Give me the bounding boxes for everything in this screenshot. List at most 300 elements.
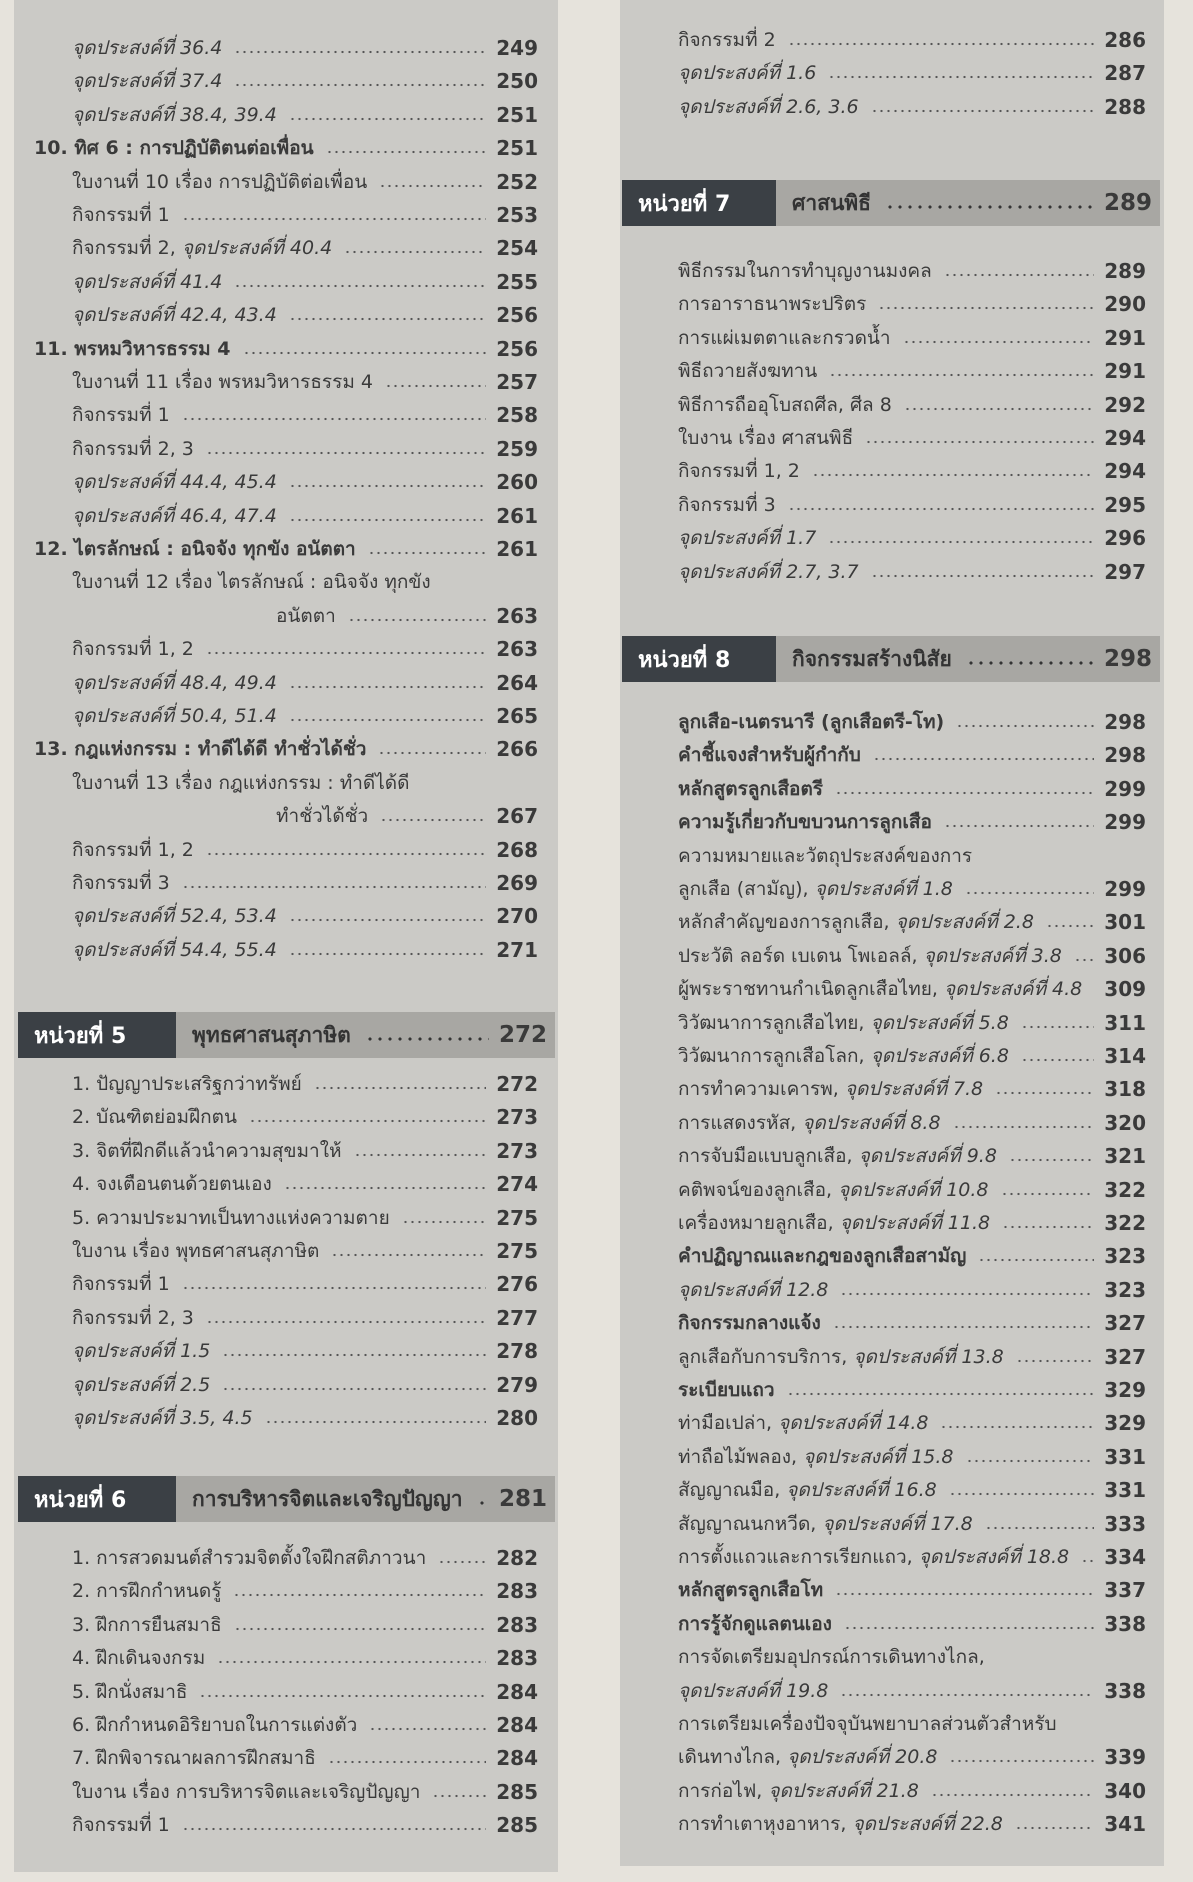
page-number: 327 (1104, 1344, 1146, 1369)
unit-header-unit7[interactable] (622, 180, 1160, 226)
page-number: 257 (496, 370, 538, 394)
toc-entry[interactable] (72, 1403, 538, 1433)
toc-entry[interactable] (678, 1008, 1146, 1038)
entry-title (678, 557, 859, 587)
toc-entry[interactable] (678, 874, 1146, 904)
entry-text: เครื่องหมายลูกเสือ, (678, 1212, 840, 1234)
entry-text: 12. ไตรลักษณ์ : อนิจจัง ทุกขัง อนัตตา (34, 538, 356, 560)
toc-entry[interactable] (678, 92, 1146, 122)
entry-text: การทำเตาหุงอาหาร, (678, 1813, 853, 1836)
page-number: 252 (496, 169, 538, 194)
toc-entry[interactable] (678, 1275, 1146, 1305)
page-number: 269 (496, 871, 538, 895)
page-number: 341 (1104, 1812, 1146, 1837)
dot-leader (378, 751, 486, 755)
page-number: 294 (1104, 426, 1146, 450)
page-number: 334 (1104, 1545, 1146, 1569)
entry-objective: จุดประสงค์ที่ 2.8 (895, 911, 1034, 934)
dot-leader (289, 484, 486, 488)
entry-title (678, 774, 823, 804)
toc-entry[interactable] (72, 233, 538, 263)
toc-entry[interactable] (72, 768, 538, 798)
page-number: 318 (1104, 1077, 1146, 1102)
entry-title (678, 92, 859, 122)
dot-leader (289, 518, 486, 522)
toc-entry[interactable] (72, 100, 538, 130)
page-number: 331 (1104, 1444, 1146, 1469)
dot-leader (477, 1501, 489, 1505)
toc-entry[interactable] (678, 1074, 1146, 1104)
page-number: 251 (496, 136, 538, 161)
entry-text: การทำความเคารพ, (678, 1078, 845, 1101)
entry-text: ใบงาน เรื่อง การบริหารจิตและเจริญปัญญา (72, 1780, 421, 1803)
toc-entry[interactable] (678, 907, 1146, 937)
entry-text: 10. ทิศ 6 : การปฏิบัติตนต่อเพื่อน (34, 137, 314, 160)
toc-entry[interactable] (72, 1543, 538, 1573)
dot-leader (966, 1459, 1095, 1463)
dot-leader (289, 952, 486, 956)
entry-objective: จุดประสงค์ที่ 54.4, 55.4 (72, 938, 277, 961)
dot-leader (903, 340, 1095, 344)
toc-entry[interactable] (72, 1136, 538, 1166)
toc-entry[interactable] (72, 1610, 538, 1640)
entry-text: คติพจน์ของลูกเสือ, (678, 1178, 839, 1201)
dot-leader (944, 824, 1094, 828)
page-number: 275 (496, 1239, 538, 1263)
toc-entry[interactable] (72, 1303, 538, 1333)
dot-leader (234, 83, 486, 87)
dot-leader (182, 885, 487, 889)
entry-title (72, 233, 332, 263)
entry-title (72, 1136, 342, 1166)
dot-leader (234, 1627, 487, 1631)
toc-entry[interactable] (678, 1308, 1146, 1338)
unit-title: พุทธศาสนสุภาษิต (192, 1022, 351, 1047)
page-number: 254 (496, 236, 538, 261)
page-number: 276 (496, 1272, 538, 1297)
entry-objective: จุดประสงค์ที่ 2.5 (72, 1373, 211, 1396)
entry-title (678, 289, 866, 319)
toc-entry[interactable] (72, 1743, 538, 1773)
dot-leader (289, 317, 486, 321)
dot-leader (217, 1660, 486, 1664)
entry-objective: จุดประสงค์ที่ 6.8 (870, 1045, 1009, 1067)
toc-entry[interactable] (72, 1203, 538, 1233)
toc-entry[interactable] (678, 1375, 1146, 1405)
entry-text: 3. ฝึกการยืนสมาธิ (72, 1613, 222, 1636)
entry-title (678, 1408, 928, 1438)
dot-leader (1009, 1158, 1094, 1162)
toc-entry[interactable] (72, 1102, 538, 1132)
entry-text: หลักสูตรลูกเสือโท (678, 1579, 824, 1602)
entry-title (72, 1403, 253, 1433)
entry-text: สัญญาณมือ, (678, 1479, 787, 1502)
toc-entry[interactable] (72, 501, 538, 531)
toc-entry[interactable] (72, 467, 538, 497)
entry-title (72, 901, 277, 931)
toc-entry[interactable] (72, 1710, 538, 1740)
entry-title (678, 941, 1062, 971)
entry-title (34, 334, 231, 364)
entry-objective: จุดประสงค์ที่ 1.8 (814, 878, 953, 900)
dot-leader (289, 685, 486, 689)
unit-title: การบริหารจิตและเจริญปัญญา (192, 1486, 463, 1511)
entry-objective: จุดประสงค์ที่ 1.6 (678, 62, 817, 85)
dot-leader (289, 117, 486, 121)
toc-entry[interactable] (276, 801, 538, 831)
toc-entry[interactable] (72, 434, 538, 464)
entry-objective: จุดประสงค์ที่ 2.6, 3.6 (678, 95, 859, 118)
unit-header-unit8[interactable] (622, 636, 1160, 682)
entry-text: พิธีถวายสังฆทาน (678, 360, 818, 383)
entry-text: ผู้พระราชทานกำเนิดลูกเสือไทย, (678, 978, 944, 1001)
toc-entry[interactable] (678, 1175, 1146, 1205)
toc-entry[interactable] (678, 774, 1146, 804)
dot-leader (865, 440, 1094, 444)
dot-leader (206, 651, 486, 655)
entry-title (678, 1742, 937, 1772)
toc-entry[interactable] (678, 974, 1146, 1004)
entry-title (72, 300, 277, 330)
page-number: 320 (1104, 1110, 1146, 1135)
toc-entry[interactable] (72, 167, 538, 197)
entry-title (72, 1610, 222, 1640)
entry-objective: จุดประสงค์ที่ 52.4, 53.4 (72, 905, 277, 928)
toc-entry[interactable] (72, 1777, 538, 1807)
entry-title (72, 434, 194, 464)
page-number: 311 (1104, 1010, 1146, 1035)
entry-objective: จุดประสงค์ที่ 7.8 (844, 1078, 984, 1101)
dot-leader (222, 1387, 486, 1391)
toc-entry[interactable] (678, 1709, 1146, 1739)
toc-entry[interactable] (678, 1342, 1146, 1372)
toc-entry[interactable] (34, 133, 538, 163)
entry-objective: จุดประสงค์ที่ 40.4 (181, 237, 333, 260)
entry-objective: จุดประสงค์ที่ 9.8 (858, 1145, 997, 1168)
toc-entry[interactable] (72, 1643, 538, 1673)
toc-entry[interactable] (72, 1370, 538, 1400)
dot-leader (873, 757, 1094, 761)
dot-leader (840, 1292, 1094, 1296)
unit-page-number: 272 (498, 1022, 547, 1048)
entry-text: การแสดงรหัส, (678, 1111, 803, 1134)
toc-entry[interactable] (34, 334, 538, 364)
entry-title (72, 701, 277, 731)
entry-title (72, 167, 367, 197)
toc-entry[interactable] (72, 1576, 538, 1606)
toc-entry[interactable] (678, 423, 1146, 453)
toc-entry[interactable] (72, 1336, 538, 1366)
entry-text: วิวัฒนาการลูกเสือไทย, (678, 1011, 871, 1034)
toc-entry[interactable] (72, 1169, 538, 1199)
dot-leader (182, 417, 487, 421)
entry-text: กิจกรรมที่ 2, 3 (72, 437, 194, 460)
entry-objective: จุดประสงค์ที่ 10.8 (838, 1178, 989, 1201)
toc-entry[interactable] (678, 941, 1146, 971)
entry-text: การอาราธนาพระปริตร (678, 293, 867, 316)
entry-objective: จุดประสงค์ที่ 3.8 (923, 944, 1062, 967)
page-number: 296 (1104, 526, 1146, 551)
entry-title (678, 1175, 989, 1205)
dot-leader (199, 1694, 486, 1698)
dot-leader (249, 1119, 486, 1123)
toc-entry[interactable] (678, 557, 1146, 587)
toc-entry[interactable] (72, 367, 538, 397)
entry-title (678, 456, 800, 486)
page-number: 284 (496, 1746, 538, 1771)
page-number: 323 (1104, 1277, 1146, 1302)
toc-entry[interactable] (678, 523, 1146, 553)
entry-objective: จุดประสงค์ที่ 12.8 (678, 1278, 829, 1301)
dot-leader (432, 1794, 486, 1798)
dot-leader (871, 574, 1095, 578)
entry-text: กิจกรรมที่ 1 (72, 404, 170, 427)
toc-entry[interactable] (72, 1069, 538, 1099)
entry-title (72, 400, 170, 430)
toc-entry[interactable] (678, 1676, 1146, 1706)
toc-entry[interactable] (34, 734, 538, 764)
dot-leader (1002, 1225, 1094, 1229)
page-number: 329 (1104, 1378, 1146, 1402)
entry-title (678, 1509, 973, 1539)
dot-leader (828, 75, 1094, 79)
dot-leader (787, 1392, 1095, 1396)
page-number: 265 (496, 704, 538, 728)
toc-entry[interactable] (678, 807, 1146, 837)
toc-entry[interactable] (72, 835, 538, 865)
toc-entry[interactable] (678, 1542, 1146, 1572)
dot-leader (966, 661, 1094, 665)
entry-text: พิธีการถืออุโบสถศีล, ศีล 8 (678, 393, 892, 416)
dot-leader (331, 1253, 486, 1257)
toc-entry[interactable] (72, 701, 538, 731)
entry-title (72, 668, 277, 698)
dot-leader (402, 1220, 487, 1224)
dot-leader (314, 1086, 486, 1090)
toc-entry[interactable] (678, 490, 1146, 520)
dot-leader (206, 451, 486, 455)
entry-title (72, 1743, 316, 1773)
toc-entry[interactable] (276, 601, 538, 631)
dot-leader (284, 1186, 486, 1190)
dot-leader (234, 50, 486, 54)
entry-title (72, 1236, 319, 1266)
page-number: 339 (1104, 1745, 1146, 1770)
toc-entry[interactable] (678, 1776, 1146, 1806)
entry-title (678, 841, 972, 871)
toc-entry[interactable] (72, 33, 538, 63)
entry-title (678, 390, 892, 420)
page-number: 273 (496, 1105, 538, 1130)
entry-text: ใบงาน เรื่อง พุทธศาสนสุภาษิต (72, 1240, 320, 1262)
dot-leader (1015, 1826, 1094, 1830)
page-number: 306 (1104, 943, 1146, 968)
toc-entry[interactable] (678, 1141, 1146, 1171)
page-number: 273 (496, 1138, 538, 1163)
dot-leader (965, 891, 1094, 895)
entry-title (678, 1375, 775, 1405)
unit-page-number: 281 (498, 1486, 547, 1512)
toc-entry[interactable] (72, 901, 538, 931)
toc-entry[interactable] (72, 1236, 538, 1266)
toc-entry[interactable] (678, 356, 1146, 386)
page-number: 260 (496, 470, 538, 495)
dot-leader (995, 1091, 1094, 1095)
entry-title (72, 935, 277, 965)
entry-text: หลักสำคัญของการลูกเสือ, (678, 911, 896, 934)
page-number: 285 (496, 1813, 538, 1838)
page-number: 263 (496, 637, 538, 662)
entry-title (72, 634, 194, 664)
page-number: 271 (496, 937, 538, 962)
entry-text: การจัดเตรียมอุปกรณ์การเดินทางไกล, (678, 1646, 985, 1669)
toc-entry[interactable] (678, 740, 1146, 770)
toc-entry[interactable] (34, 534, 538, 564)
entry-title (72, 1370, 210, 1400)
toc-entry[interactable] (678, 456, 1146, 486)
dot-leader (944, 273, 1095, 277)
entry-text: วิวัฒนาการลูกเสือโลก, (678, 1045, 871, 1067)
page-number: 338 (1104, 1678, 1146, 1703)
dot-leader (348, 618, 487, 622)
dot-leader (828, 540, 1094, 544)
toc-entry[interactable] (72, 400, 538, 430)
toc-entry[interactable] (72, 1677, 538, 1707)
dot-leader (289, 718, 486, 722)
toc-entry[interactable] (678, 1509, 1146, 1539)
entry-title (678, 1575, 823, 1605)
entry-title (678, 490, 776, 520)
entry-title (678, 1676, 828, 1706)
dot-leader (788, 42, 1095, 46)
entry-text: ลูกเสือ-เนตรนารี (ลูกเสือตรี-โท) (678, 711, 945, 733)
page-number: 299 (1104, 877, 1146, 901)
dot-leader (978, 1258, 1094, 1262)
entry-text: พิธีกรรมในการทำบุญงานมงคล (678, 260, 932, 282)
toc-entry[interactable] (72, 300, 538, 330)
entry-title (678, 1141, 997, 1171)
unit-header-unit6[interactable] (18, 1476, 555, 1522)
toc-entry[interactable] (678, 1442, 1146, 1472)
entry-text: อนัตตา (276, 604, 336, 627)
dot-leader (878, 306, 1094, 310)
page-number: 261 (496, 503, 538, 528)
page-number: 299 (1104, 810, 1146, 835)
page-number: 251 (496, 102, 538, 127)
toc-entry[interactable] (72, 267, 538, 297)
entry-title (678, 1442, 954, 1472)
toc-entry[interactable] (72, 567, 538, 597)
entry-objective: จุดประสงค์ที่ 17.8 (822, 1512, 973, 1535)
entry-title (72, 1203, 390, 1233)
page-number: 329 (1104, 1411, 1146, 1436)
page-number: 275 (496, 1205, 538, 1230)
toc-entry[interactable] (678, 25, 1146, 55)
toc-entry[interactable] (678, 841, 1146, 871)
dot-leader (985, 1526, 1094, 1530)
toc-entry[interactable] (678, 1041, 1146, 1071)
entry-title (34, 734, 366, 764)
entry-text: การรู้จักดูแลตนเอง (678, 1612, 832, 1635)
page-number: 277 (496, 1305, 538, 1330)
page-number: 286 (1104, 28, 1146, 52)
toc-entry[interactable] (72, 668, 538, 698)
entry-title (678, 356, 817, 386)
toc-entry[interactable] (678, 1241, 1146, 1271)
toc-entry[interactable] (678, 1575, 1146, 1605)
dot-leader (1074, 958, 1094, 962)
page-number: 258 (496, 403, 538, 428)
dot-leader (949, 1759, 1094, 1763)
page-number: 294 (1104, 459, 1146, 484)
toc-entry[interactable] (72, 66, 538, 96)
page-number: 263 (496, 603, 538, 628)
entry-title (276, 801, 368, 831)
dot-leader (206, 1320, 486, 1324)
toc-entry[interactable] (72, 1810, 538, 1840)
page-number: 301 (1104, 910, 1146, 935)
toc-entry[interactable] (72, 1269, 538, 1299)
toc-entry[interactable] (678, 289, 1146, 319)
entry-title (678, 1074, 983, 1104)
toc-entry[interactable] (72, 935, 538, 965)
unit-page-number: 298 (1103, 646, 1152, 672)
page-number: 274 (496, 1172, 538, 1197)
toc-entry[interactable] (678, 1642, 1146, 1672)
toc-entry[interactable] (678, 1609, 1146, 1639)
entry-title (72, 1336, 210, 1366)
toc-entry[interactable] (678, 256, 1146, 286)
entry-text: ท่ามือเปล่า, (678, 1412, 779, 1435)
toc-entry[interactable] (72, 868, 538, 898)
toc-entry[interactable] (678, 1809, 1146, 1839)
page-number: 267 (496, 804, 538, 829)
toc-entry[interactable] (678, 390, 1146, 420)
dot-leader (871, 109, 1095, 113)
toc-entry[interactable] (678, 58, 1146, 88)
entry-objective: จุดประสงค์ที่ 13.8 (853, 1345, 1004, 1368)
page-number: 278 (496, 1339, 538, 1364)
toc-entry[interactable] (678, 1208, 1146, 1238)
entry-text: กิจกรรมที่ 2, (72, 237, 182, 260)
page-number: 280 (496, 1406, 538, 1430)
entry-title (72, 1777, 420, 1807)
unit-header-unit5[interactable] (18, 1012, 555, 1058)
entry-title (678, 1108, 941, 1138)
page-number: 287 (1104, 61, 1146, 86)
entry-text: การจับมือแบบลูกเสือ, (678, 1145, 859, 1168)
toc-entry[interactable] (678, 1108, 1146, 1138)
toc-entry[interactable] (678, 1475, 1146, 1505)
toc-entry[interactable] (72, 634, 538, 664)
toc-entry[interactable] (678, 1408, 1146, 1438)
entry-title (678, 423, 853, 453)
dot-leader (829, 373, 1094, 377)
entry-title (72, 501, 277, 531)
entry-title (678, 1475, 937, 1505)
toc-entry[interactable] (678, 323, 1146, 353)
entry-text: เดินทางไกล, (678, 1746, 788, 1769)
entry-title (678, 1208, 990, 1238)
toc-entry[interactable] (678, 1742, 1146, 1772)
page-number: 272 (496, 1072, 538, 1096)
toc-entry[interactable] (72, 200, 538, 230)
toc-entry[interactable] (678, 707, 1146, 737)
entry-title (34, 133, 314, 163)
entry-text: ใบงานที่ 13 เรื่อง กฎแห่งกรรม : ทำดีได้ดี (72, 771, 410, 794)
entry-text: 7. ฝึกพิจารณาผลการฝึกสมาธิ (72, 1747, 316, 1770)
entry-title (72, 1643, 205, 1673)
